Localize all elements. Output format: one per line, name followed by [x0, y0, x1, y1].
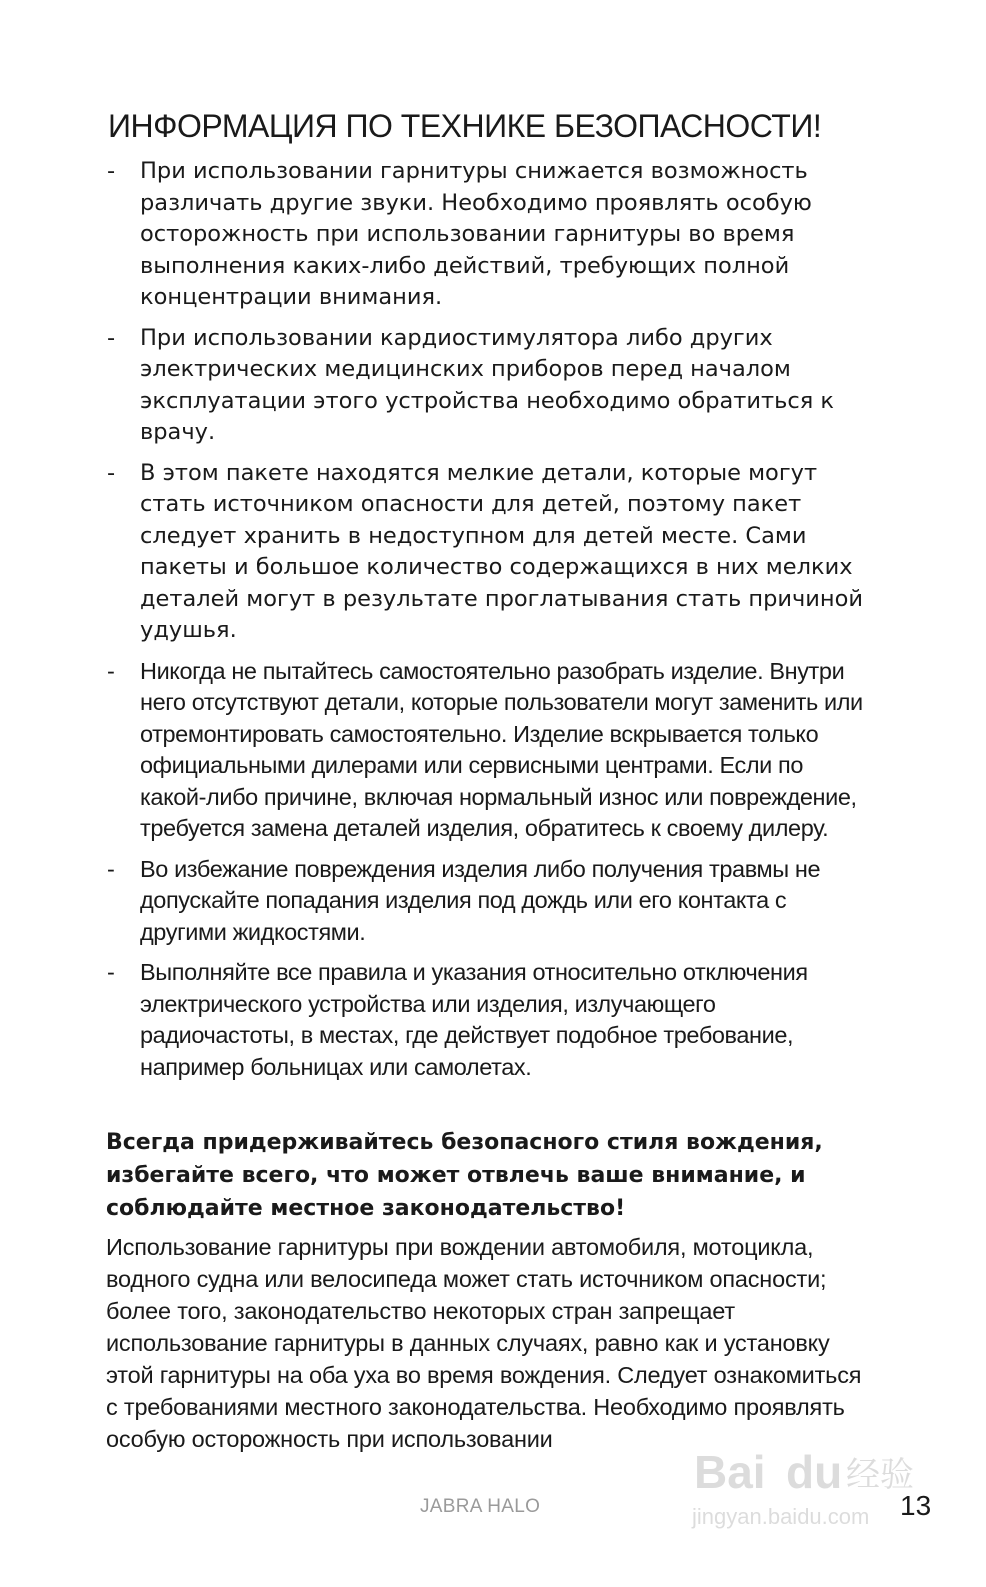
svg-text:经验: 经验 [846, 1455, 914, 1495]
baidu-watermark-logo [690, 1440, 920, 1530]
footer-brand: JABRA HALO [420, 1496, 541, 1517]
safety-bullet-list [104, 156, 866, 1092]
bullet-text: Выполняйте все правила и указания относительно отключения электрического устройства или изделия, излучающего радиочастоты, в местах, где действует подобное требование, например больницах или самолетах. [140, 959, 808, 1080]
svg-text:jingyan.baidu.com: jingyan.baidu.com [692, 1504, 870, 1529]
bullet-text: В этом пакете находятся мелкие детали, которые могут стать источником опасности для детей, поэтому пакет следует хранить в недоступном для детей месте. Сами пакеты и большое количество содержащихся в них мелких деталей могут в результате проглатывания стать причиной удушья. [140, 459, 863, 643]
bullet-dash: - [107, 855, 115, 882]
bullet-text: Во избежание повреждения изделия либо получения травмы не допускайте попадания изделия под дождь или его контакта с другими жидкостями. [140, 855, 821, 945]
safety-bullet-item [104, 854, 866, 949]
bullet-text: При использовании гарнитуры снижается возможность различать другие звуки. Необходимо проявлять особую осторожность при использовании гарнитуры во время выполнения каких-либо действий, требующих полной концентрации внимания. [140, 158, 812, 310]
safety-bullet-item [104, 957, 866, 1083]
safety-bullet-item [104, 323, 866, 449]
svg-text:du: du [786, 1446, 843, 1498]
bullet-text: При использовании кардиостимулятора либо других электрических медицинских приборов перед началом эксплуатации этого устройства необходимо обратиться к врачу. [140, 324, 835, 445]
bullet-dash: - [107, 657, 115, 684]
bullet-dash: - [107, 324, 116, 351]
bullet-dash: - [107, 459, 116, 486]
svg-text:Bai: Bai [694, 1446, 766, 1498]
safety-bullet-item [104, 458, 866, 647]
bullet-dash: - [107, 959, 115, 985]
safety-bullet-item [104, 656, 866, 845]
driving-warning-heading: Всегда придерживайтесь безопасного стиля вождения, избегайте всего, что может отвлечь ваше внимание, и соблюдайте местное законодательство! [106, 1130, 823, 1221]
bullet-text: Никогда не пытайтесь самостоятельно разобрать изделие. Внутри него отсутствуют детали, которые пользователи могут заменить или отремонтировать самостоятельно. Изделие вскрывается только официальными дилерами или сервисными центрами. Если по какой-либо причине, включая нормальный износ или повреждение, требуется замена деталей изделия, обратитесь к своему дилеру. [140, 657, 863, 841]
safety-bullet-item [104, 156, 866, 314]
bullet-dash: - [107, 158, 116, 184]
page-title: ИНФОРМАЦИЯ ПО ТЕХНИКЕ БЕЗОПАСНОСТИ! [108, 108, 822, 144]
driving-paragraph: Использование гарнитуры при вождении автомобиля, мотоцикла, водного судна или велосипеда может стать источником опасности; более того, законодательство некоторых стран запрещает использование гарнитуры в данных случаях, равно как и установку этой гарнитуры на оба уха во время вождения. Следует ознакомиться с требованиями местного законодательства. Необходимо проявлять особую осторожность при использовании [106, 1234, 862, 1452]
page-number: 13 [900, 1490, 932, 1521]
